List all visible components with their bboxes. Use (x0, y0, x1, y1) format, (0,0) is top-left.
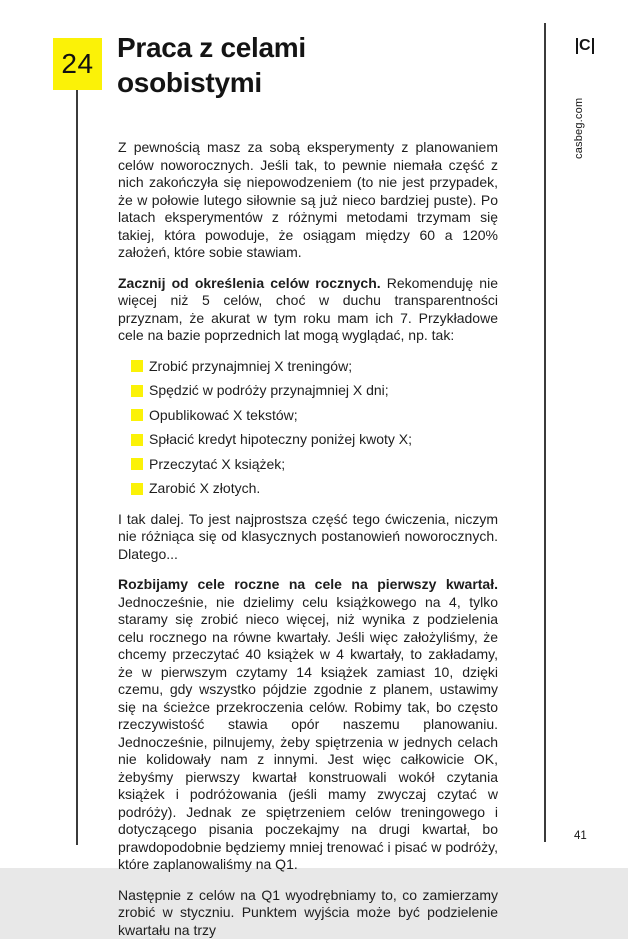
list-item-label: Spłacić kredyt hipoteczny poniżej kwoty X; (149, 431, 412, 447)
paragraph-and-so-on: I tak dalej. To jest najprostsza część tego ćwiczenia, niczym nie różniąca się od klasycznych postanowień noworocznych. Dlatego... (118, 511, 498, 564)
chapter-number: 24 (61, 48, 93, 80)
paragraph-january: Następnie z celów na Q1 wyodrębniamy to, co zamierzamy zrobić w styczniu. Punktem wyjścia może być podzielenie kwartału na trzy (118, 887, 498, 939)
list-item-label: Przeczytać X książek; (149, 456, 285, 472)
chapter-title: Praca z celami osobistymi (117, 30, 387, 100)
list-item (118, 382, 498, 400)
yellow-square-bullet-icon (131, 458, 143, 470)
list-item (118, 407, 498, 425)
logo-left-bar (576, 38, 578, 54)
paragraph-intro: Z pewnością masz za sobą eksperymenty z planowaniem celów noworocznych. Jeśli tak, to pewnie niemała część z nich zakończyła się niepowodzeniem (to nie jest przypadek, że w połowie lutego siłownie są już nieco bardziej puste). Po latach eksperymentów z różnymi metodami trzymam się takiej, która powoduje, że osiągam między 60 a 120% założeń, które sobie stawiam. (118, 139, 498, 262)
paragraph-quarter-goals-lead: Rozbijamy cele roczne na cele na pierwszy kwartał. (118, 576, 498, 592)
paragraph-yearly-goals (118, 275, 498, 345)
list-item (118, 456, 498, 474)
list-item (118, 358, 498, 376)
goal-list (118, 358, 498, 498)
body-text-column (118, 139, 498, 939)
left-vertical-rule (76, 90, 78, 845)
paragraph-quarter-goals-rest: Jednocześnie, nie dzielimy celu książkowego na 4, tylko staramy się zrobić nieco więcej, niż wynika z podzielenia celu rocznego na równe kwartały. Jeśli więc założyliśmy, że chcemy przeczytać 40 książek w 4 kwartały, to zakładamy, że w pierwszym czytamy 14 książek zamiast 10, dzięki czemu, gdy wszystko pójdzie zgodnie z planem, ustawimy się na ścieżce przekroczenia celów. Robimy tak, bo często rzeczywistość stawia opór naszemu planowaniu. Jednocześnie, pilnujemy, żeby spiętrzenia w jednych celach nie kolidowały nam z innymi. Jest więc całkowicie OK, żebyśmy pierwszy kwartał konstruowali wokół czytania książek i podróżowania (jeśli mamy zwyczaj czytać w podróży). Jednak ze spiętrzeniem celów treningowego i dotyczącego pisania poczekajmy na drugi kwartał, bo prawdopodobnie będziemy mniej trenować i pisać w podróży, które zaplanowaliśmy na Q1. (118, 594, 498, 873)
paragraph-yearly-goals-lead: Zacznij od określenia celów rocznych. (118, 275, 381, 291)
logo-right-bar (592, 38, 594, 54)
paragraph-quarter-goals (118, 576, 498, 874)
yellow-square-bullet-icon (131, 483, 143, 495)
list-item-label: Zarobić X złotych. (149, 480, 260, 496)
casbeg-logo-icon (576, 37, 594, 54)
website-vertical-label: casbeg.com (573, 98, 585, 159)
chapter-number-badge (53, 38, 102, 90)
list-item-label: Opublikować X tekstów; (149, 407, 298, 423)
list-item (118, 480, 498, 498)
yellow-square-bullet-icon (131, 434, 143, 446)
logo-letter: C (579, 38, 591, 54)
page-number: 41 (574, 830, 587, 842)
yellow-square-bullet-icon (131, 360, 143, 372)
right-vertical-rule (544, 23, 546, 842)
list-item-label: Zrobić przynajmniej X treningów; (149, 358, 352, 374)
yellow-square-bullet-icon (131, 409, 143, 421)
yellow-square-bullet-icon (131, 385, 143, 397)
list-item-label: Spędzić w podróży przynajmniej X dni; (149, 382, 389, 398)
paragraph-yearly-goals-rest: Rekomenduję nie więcej niż 5 celów, choć w duchu transparentności przyznam, że akurat w tym roku mam ich 7. Przykładowe cele na bazie poprzednich lat mogą wyglądać, np. tak: (118, 275, 498, 344)
list-item (118, 431, 498, 449)
